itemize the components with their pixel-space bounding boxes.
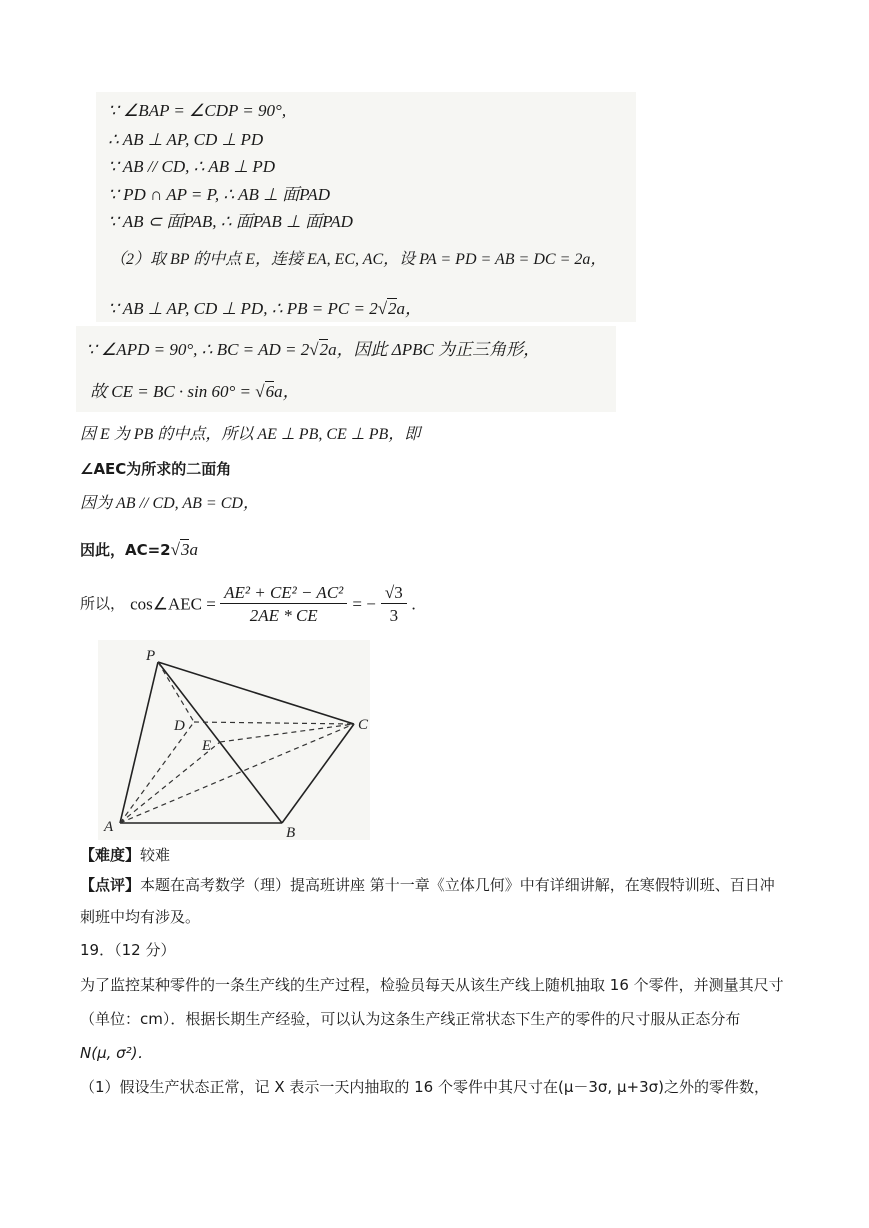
label-a: A xyxy=(104,819,114,835)
comment-text-1: 本题在高考数学（理）提高班讲座 第十一章《立体几何》中有详细讲解，在寒假特训班、百日冲 xyxy=(140,876,775,894)
cosine-lhs: cos∠AEC = xyxy=(130,594,221,614)
pyramid-figure xyxy=(98,640,388,840)
part2-line-2-a: ∵ AB ⊥ AP, CD ⊥ PD, ∴ PB = PC = 2 xyxy=(108,299,378,318)
question-19-part-1: （1）假设生产状态正常，记 X 表示一天内抽取的 16 个零件中其尺寸在(μ－3σ, μ+3σ)之外的零件数， xyxy=(80,1078,769,1096)
question-19-paragraph-2: （单位：cm）．根据长期生产经验，可以认为这条生产线正常状态下生产的零件的尺寸服从正态分布 xyxy=(80,1010,741,1028)
cosine-denominator: 2AE * CE xyxy=(249,606,318,625)
proof-line-5: ∵ AB ⊂ 面PAB, ∴ 面PAB ⊥ 面PAD xyxy=(108,212,353,231)
question-19-paragraph-1: 为了监控某种零件的一条生产线的生产过程，检验员每天从该生产线上随机抽取 16 个零件，并测量其尺寸 xyxy=(80,976,784,994)
part2-line-3-sqrt: 2 xyxy=(319,340,329,359)
part2-line-8-sqrt: 3 xyxy=(180,540,190,559)
proof-line-2: ∴ AB ⊥ AP, CD ⊥ PD xyxy=(108,130,264,149)
difficulty-value: 较难 xyxy=(140,846,171,864)
cosine-fraction xyxy=(220,584,347,624)
scan-region-top xyxy=(96,92,636,322)
cosine-end: . xyxy=(411,594,417,614)
cosine-formula xyxy=(80,584,416,624)
cosine-equals: = − xyxy=(352,594,376,614)
part2-line-5: 因 E 为 PB 的中点，所以 AE ⊥ PB, CE ⊥ PB，即 xyxy=(80,426,421,443)
cosine-result-num: √3 xyxy=(381,584,407,604)
part2-line-1: （2）取 BP 的中点 E，连接 EA, EC, AC，设 PA = PD = AB = DC = 2a， xyxy=(110,251,607,268)
part2-line-4: 故 CE = BC · sin 60° = √6a， xyxy=(90,382,300,401)
label-e: E xyxy=(202,738,212,754)
part2-line-4-a: 故 CE = BC · sin 60° = xyxy=(90,382,256,401)
part2-line-2: ∵ AB ⊥ AP, CD ⊥ PD, ∴ PB = PC = 2√2a， xyxy=(108,299,423,318)
cosine-result xyxy=(381,584,407,624)
part2-line-3-c: a，因此 ΔPBC 为正三角形， xyxy=(328,340,541,359)
proof-line-1: ∵ ∠BAP = ∠CDP = 90°, xyxy=(108,101,287,120)
part2-line-4-sqrt: 6 xyxy=(265,382,275,401)
part2-line-3: ∵ ∠APD = 90°, ∴ BC = AD = 2√2a，因此 ΔPBC 为正三角形， xyxy=(86,340,541,359)
part2-line-8-c: a xyxy=(189,540,198,559)
part2-line-2-c: a， xyxy=(396,299,423,318)
part2-line-8: 因此，AC=2√3a xyxy=(80,540,198,559)
cosine-prefix: 所以， xyxy=(80,594,126,613)
part2-line-2-sqrt: 2 xyxy=(388,299,397,318)
part2-line-8-a: 因此，AC=2 xyxy=(80,541,171,559)
comment-tag: 【点评】 xyxy=(80,876,141,894)
difficulty-line xyxy=(80,848,170,863)
question-19-number: 19．（12 分） xyxy=(80,941,176,959)
label-d: D xyxy=(174,718,185,734)
cosine-numerator: AE² + CE² − AC² xyxy=(220,584,347,604)
question-19-paragraph-3: N(μ, σ²)． xyxy=(80,1044,153,1062)
part2-line-4-c: a， xyxy=(274,382,300,401)
difficulty-tag: 【难度】 xyxy=(80,846,141,864)
label-b: B xyxy=(286,825,296,840)
label-c: C xyxy=(358,717,369,733)
label-p: P xyxy=(146,648,156,664)
comment-line-2: 刺班中均有涉及。 xyxy=(80,908,201,926)
proof-line-4: ∵ PD ∩ AP = P, ∴ AB ⊥ 面PAD xyxy=(108,185,331,204)
cosine-result-den: 3 xyxy=(389,606,399,625)
part2-line-3-a: ∵ ∠APD = 90°, ∴ BC = AD = 2 xyxy=(86,340,310,359)
comment-line-1 xyxy=(80,878,775,893)
part2-line-6: ∠AEC为所求的二面角 xyxy=(80,460,232,478)
part2-line-7: 因为 AB // CD, AB = CD， xyxy=(80,495,259,512)
proof-line-3: ∵ AB // CD, ∴ AB ⊥ PD xyxy=(108,157,276,176)
